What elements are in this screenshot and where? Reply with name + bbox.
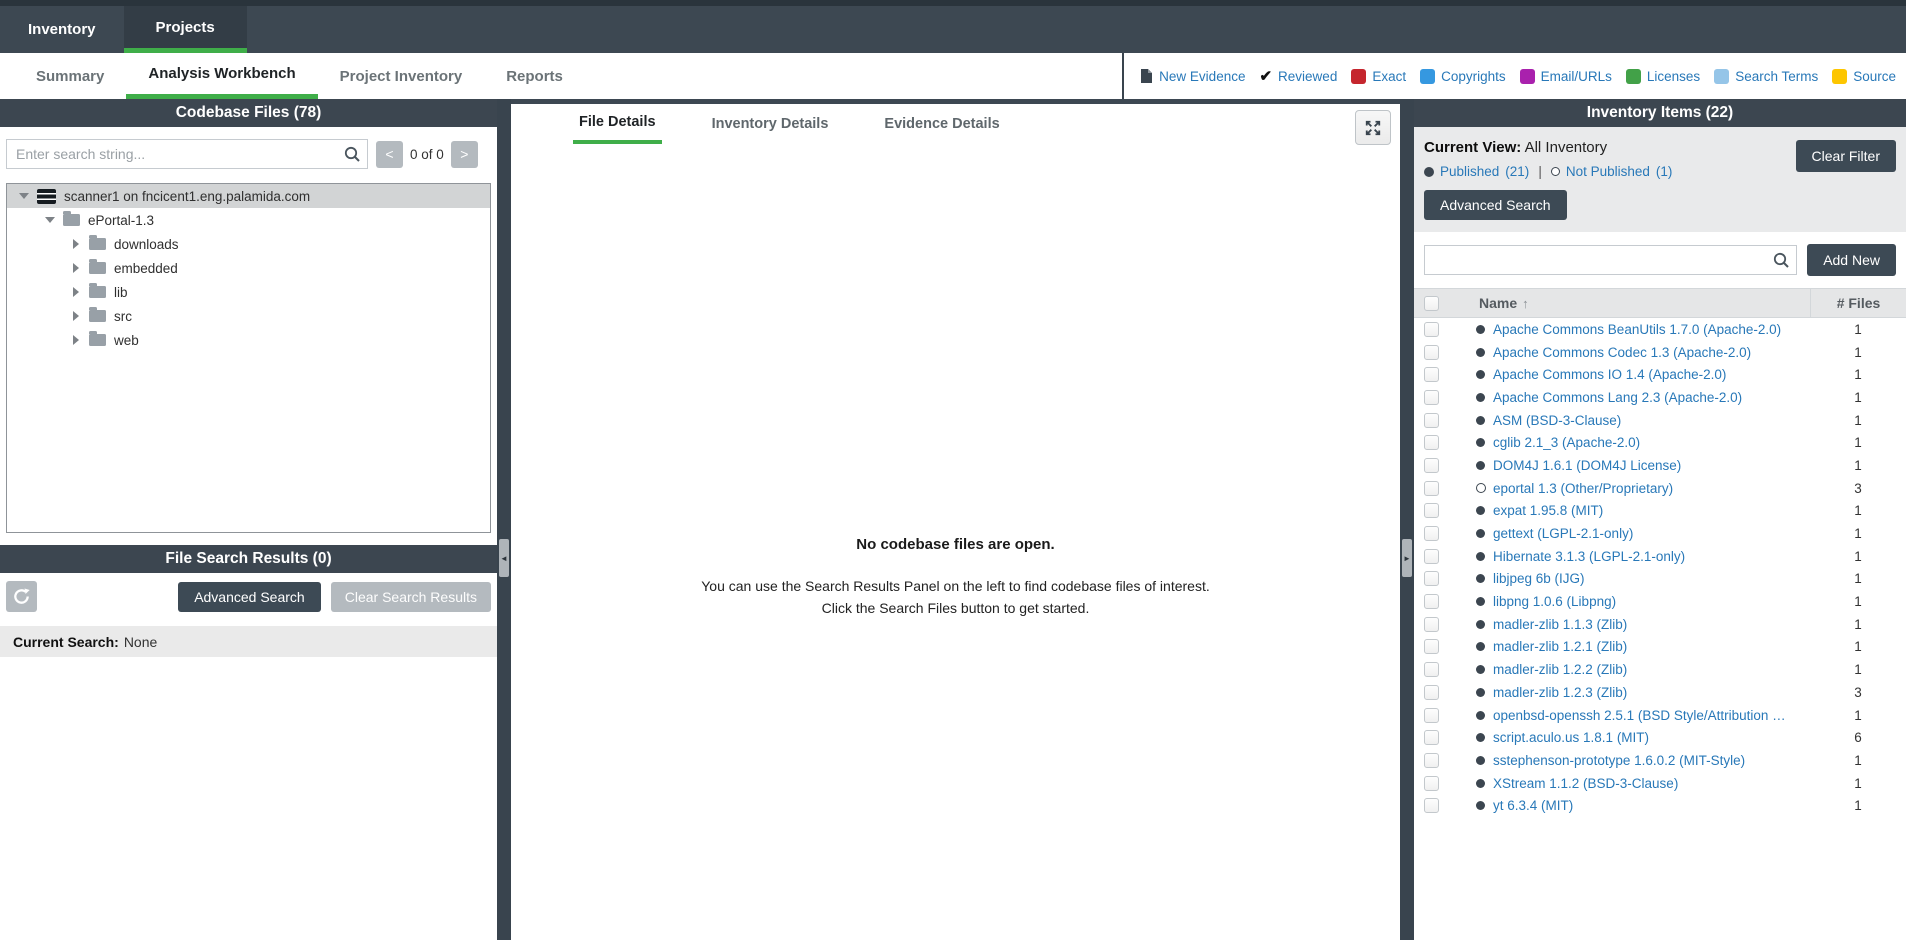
inventory-row <box>1414 726 1906 749</box>
codebase-pager <box>376 141 478 168</box>
evidence-legend <box>1122 53 1906 99</box>
publish-status-icon <box>1476 711 1486 720</box>
reviewed-check-icon: ✔ <box>1259 68 1273 85</box>
inventory-item-link[interactable]: libjpeg 6b (IJG) <box>1493 571 1585 587</box>
row-checkbox[interactable] <box>1424 571 1439 586</box>
tree-item[interactable] <box>7 232 490 256</box>
row-checkbox[interactable] <box>1424 798 1439 813</box>
inventory-items-panel <box>1414 99 1906 940</box>
publish-status-icon <box>1476 393 1486 402</box>
inventory-item-file-count: 1 <box>1854 457 1862 473</box>
inventory-item-link[interactable]: Apache Commons IO 1.4 (Apache-2.0) <box>1493 367 1727 383</box>
inventory-row <box>1414 386 1906 409</box>
not-published-count: (1) <box>1655 164 1673 179</box>
inventory-row <box>1414 613 1906 636</box>
inventory-item-file-count: 1 <box>1854 798 1862 814</box>
inventory-row <box>1414 545 1906 568</box>
file-search-results-header <box>0 545 497 573</box>
tree-item[interactable] <box>7 280 490 304</box>
row-checkbox[interactable] <box>1424 594 1439 609</box>
empty-state-title: No codebase files are open. <box>856 536 1055 553</box>
tree-caret-icon[interactable] <box>17 193 31 199</box>
publish-status-icon <box>1476 552 1486 561</box>
tree-caret-icon[interactable] <box>69 311 83 321</box>
right-splitter-handle[interactable]: ► <box>1402 539 1412 577</box>
top-nav-tab-label: Inventory <box>28 21 96 38</box>
inventory-items-header <box>1414 99 1906 127</box>
name-column-label: Name <box>1479 295 1518 311</box>
details-tabs <box>511 104 1400 144</box>
tree-node-icon <box>89 286 106 298</box>
clear-search-results-button[interactable]: Clear Search Results <box>331 582 491 612</box>
inventory-item-link[interactable]: madler-zlib 1.1.3 (Zlib) <box>1493 616 1628 632</box>
inventory-row <box>1414 636 1906 659</box>
publish-status-icon <box>1476 348 1486 357</box>
pager-prev-button[interactable]: < <box>376 141 403 168</box>
row-checkbox[interactable] <box>1424 367 1439 382</box>
file-search-results-toolbar <box>0 573 497 620</box>
tree-item-label: downloads <box>114 236 179 252</box>
inventory-row <box>1414 794 1906 817</box>
top-nav-tab[interactable] <box>0 6 124 53</box>
legend-reviewed[interactable] <box>1259 67 1337 85</box>
row-checkbox[interactable] <box>1424 390 1439 405</box>
codebase-files-title: Codebase Files (78) <box>175 104 322 121</box>
inventory-item-link[interactable]: madler-zlib 1.2.2 (Zlib) <box>1493 662 1628 678</box>
select-all-checkbox[interactable] <box>1424 296 1439 311</box>
legend-reviewed-label: Reviewed <box>1278 68 1338 84</box>
current-view-label: Current View: <box>1424 139 1522 156</box>
inventory-item-file-count: 1 <box>1854 707 1862 723</box>
publish-status-icon <box>1476 506 1486 515</box>
inventory-advanced-search-button[interactable]: Advanced Search <box>1424 190 1567 220</box>
tree-item[interactable] <box>7 328 490 352</box>
advanced-search-button[interactable]: Advanced Search <box>178 582 321 612</box>
inventory-items-list <box>1414 318 1906 817</box>
tree-item[interactable] <box>7 304 490 328</box>
inventory-row <box>1414 704 1906 727</box>
row-checkbox[interactable] <box>1424 639 1439 654</box>
inventory-search-input[interactable] <box>1424 245 1797 275</box>
legend-item[interactable] <box>1351 69 1406 84</box>
codebase-search-row <box>0 127 497 181</box>
top-nav-tab[interactable] <box>124 6 247 53</box>
tree-item-label: ePortal-1.3 <box>88 212 155 228</box>
new-evidence-page-icon <box>1140 68 1153 84</box>
details-tab-label: Evidence Details <box>884 116 1000 132</box>
inventory-row <box>1414 681 1906 704</box>
legend-swatch-icon <box>1420 69 1435 84</box>
inventory-item-link[interactable]: script.aculo.us 1.8.1 (MIT) <box>1493 730 1650 746</box>
row-checkbox[interactable] <box>1424 776 1439 791</box>
inventory-item-link[interactable]: sstephenson-prototype 1.6.0.2 (MIT-Style) <box>1493 752 1746 768</box>
publish-status-icon <box>1476 483 1486 493</box>
publish-status-icon <box>1476 574 1486 583</box>
details-panel <box>511 99 1400 940</box>
project-nav-bar <box>0 53 1906 99</box>
row-checkbox[interactable] <box>1424 526 1439 541</box>
inventory-item-link[interactable]: openbsd-openssh 2.5.1 (BSD Style/Attribution … <box>1493 707 1786 723</box>
legend-item-label: Copyrights <box>1441 68 1506 84</box>
project-nav-tab-label: Project Inventory <box>339 67 463 85</box>
inventory-item-link[interactable]: libpng 1.0.6 (Libpng) <box>1493 594 1617 610</box>
legend-item-label: Exact <box>1372 68 1407 84</box>
row-checkbox[interactable] <box>1424 708 1439 723</box>
inventory-row <box>1414 500 1906 523</box>
inventory-item-link[interactable]: madler-zlib 1.2.1 (Zlib) <box>1493 639 1628 655</box>
codebase-files-header <box>0 99 497 127</box>
details-tab-label: File Details <box>579 114 656 130</box>
project-nav-tab[interactable] <box>318 53 485 99</box>
inventory-item-file-count: 1 <box>1854 594 1862 610</box>
inventory-item-file-count: 1 <box>1854 752 1862 768</box>
tree-node-icon <box>89 334 106 346</box>
inventory-item-link[interactable]: yt 6.3.4 (MIT) <box>1493 798 1574 814</box>
tree-node-icon <box>89 262 106 274</box>
row-checkbox[interactable] <box>1424 617 1439 632</box>
inventory-row <box>1414 431 1906 454</box>
legend-item[interactable] <box>1520 69 1612 84</box>
row-checkbox[interactable] <box>1424 753 1439 768</box>
tree-node-icon <box>89 238 106 250</box>
inventory-item-link[interactable]: gettext (LGPL-2.1-only) <box>1493 526 1634 542</box>
inventory-item-file-count: 1 <box>1854 571 1862 587</box>
legend-swatch-icon <box>1832 69 1847 84</box>
current-search-bar <box>0 626 497 657</box>
inventory-item-file-count: 1 <box>1854 526 1862 542</box>
legend-item[interactable] <box>1626 69 1700 84</box>
codebase-files-panel <box>0 99 497 940</box>
inventory-row <box>1414 749 1906 772</box>
legend-swatch-icon <box>1351 69 1366 84</box>
codebase-search-box <box>6 139 368 169</box>
current-search-value: None <box>123 633 158 650</box>
inventory-item-file-count: 1 <box>1854 775 1862 791</box>
row-checkbox[interactable] <box>1424 481 1439 496</box>
inventory-item-file-count: 1 <box>1854 367 1862 383</box>
inventory-row <box>1414 477 1906 500</box>
top-nav-tab-label: Projects <box>155 18 215 36</box>
inventory-row <box>1414 454 1906 477</box>
inventory-item-link[interactable]: ASM (BSD-3-Clause) <box>1493 412 1622 428</box>
legend-item[interactable] <box>1420 69 1506 84</box>
legend-item-label: Email/URLs <box>1540 68 1612 84</box>
inventory-item-link[interactable]: DOM4J 1.6.1 (DOM4J License) <box>1493 457 1682 473</box>
tree-item-label: scanner1 on fncicent1.eng.palamida.com <box>64 188 311 204</box>
project-nav-tab[interactable] <box>126 53 317 99</box>
tree-item[interactable] <box>7 208 490 232</box>
publish-status-icon <box>1476 642 1486 651</box>
inventory-item-link[interactable]: madler-zlib 1.2.3 (Zlib) <box>1493 684 1628 700</box>
sort-arrow-icon: ↑ <box>1522 295 1529 311</box>
tree-caret-icon[interactable] <box>69 287 83 297</box>
tree-caret-icon[interactable] <box>69 239 83 249</box>
legend-item-label: Search Terms <box>1735 68 1819 84</box>
add-new-button[interactable]: Add New <box>1807 244 1896 276</box>
inventory-item-link[interactable]: eportal 1.3 (Other/Proprietary) <box>1493 480 1674 496</box>
inventory-item-link[interactable]: Apache Commons Codec 1.3 (Apache-2.0) <box>1493 344 1752 360</box>
publish-status-icon <box>1476 620 1486 629</box>
project-nav-tab-label: Analysis Workbench <box>148 65 296 82</box>
not-published-dot-icon <box>1551 167 1560 176</box>
row-checkbox[interactable] <box>1424 685 1439 700</box>
inventory-item-file-count: 1 <box>1854 548 1862 564</box>
inventory-row <box>1414 568 1906 591</box>
inventory-item-file-count: 6 <box>1854 730 1862 746</box>
row-checkbox[interactable] <box>1424 730 1439 745</box>
inventory-row <box>1414 590 1906 613</box>
project-nav-tab[interactable] <box>484 53 585 99</box>
inventory-item-file-count: 1 <box>1854 616 1862 632</box>
details-tab[interactable] <box>878 104 1005 144</box>
inventory-item-file-count: 3 <box>1854 480 1862 496</box>
inventory-item-file-count: 1 <box>1854 662 1862 678</box>
inventory-row <box>1414 522 1906 545</box>
row-checkbox[interactable] <box>1424 413 1439 428</box>
top-nav-bar <box>0 0 1906 53</box>
legend-swatch-icon <box>1714 69 1729 84</box>
current-search-label: Current Search: <box>13 633 119 650</box>
expand-arrows-icon <box>1363 118 1383 138</box>
inventory-row <box>1414 409 1906 432</box>
name-column-header[interactable] <box>1479 295 1529 311</box>
empty-state-line1: You can use the Search Results Panel on the left to find codebase files of interest. <box>701 578 1210 594</box>
row-checkbox[interactable] <box>1424 435 1439 450</box>
tree-caret-icon[interactable] <box>43 217 57 223</box>
inventory-item-file-count: 1 <box>1854 639 1862 655</box>
published-dot-icon <box>1424 167 1434 177</box>
details-tab[interactable] <box>706 104 835 144</box>
main-area <box>0 99 1906 940</box>
search-icon[interactable] <box>1772 251 1790 269</box>
inventory-row <box>1414 363 1906 386</box>
tree-node-icon <box>37 189 56 204</box>
publish-status-icon <box>1476 416 1486 425</box>
inventory-items-title: Inventory Items (22) <box>1586 104 1734 121</box>
not-published-link[interactable]: Not Published <box>1565 164 1650 179</box>
tree-caret-icon[interactable] <box>69 335 83 345</box>
codebase-search-input[interactable] <box>6 139 368 169</box>
inventory-item-link[interactable]: Apache Commons BeanUtils 1.7.0 (Apache-2.0) <box>1493 321 1782 337</box>
publish-status-icon <box>1476 756 1486 765</box>
clear-filter-button[interactable]: Clear Filter <box>1796 140 1896 172</box>
tree-item-label: lib <box>114 284 128 300</box>
publish-status-icon <box>1476 370 1486 379</box>
publish-status-icon <box>1476 733 1486 742</box>
project-nav-tab-label: Reports <box>506 67 563 85</box>
inventory-row <box>1414 772 1906 795</box>
tree-caret-icon[interactable] <box>69 263 83 273</box>
pager-next-button[interactable]: > <box>451 141 478 168</box>
left-splitter[interactable] <box>497 99 511 940</box>
publish-status-icon <box>1476 597 1486 606</box>
publish-status-icon <box>1476 461 1486 470</box>
row-checkbox[interactable] <box>1424 549 1439 564</box>
codebase-tree <box>6 183 491 533</box>
legend-item[interactable] <box>1714 69 1818 84</box>
tree-item[interactable] <box>7 256 490 280</box>
inventory-item-file-count: 1 <box>1854 412 1862 428</box>
row-checkbox[interactable] <box>1424 345 1439 360</box>
legend-item-label: Source <box>1853 68 1896 84</box>
tree-node-icon <box>89 310 106 322</box>
project-tabs <box>0 53 585 99</box>
details-tab-label: Inventory Details <box>711 116 829 132</box>
tree-item-label: src <box>114 308 132 324</box>
inventory-row <box>1414 341 1906 364</box>
tree-item-label: web <box>114 332 139 348</box>
inventory-table-header <box>1414 288 1906 318</box>
publish-status-icon <box>1476 801 1486 810</box>
publish-status-icon <box>1476 665 1486 674</box>
inventory-item-link[interactable]: Apache Commons Lang 2.3 (Apache-2.0) <box>1493 389 1743 405</box>
inventory-item-file-count: 1 <box>1854 389 1862 405</box>
row-checkbox[interactable] <box>1424 458 1439 473</box>
legend-item[interactable] <box>1832 69 1896 84</box>
legend-item-label: Licenses <box>1646 68 1701 84</box>
inventory-item-file-count: 1 <box>1854 321 1862 337</box>
inventory-row <box>1414 318 1906 341</box>
publish-status-icon <box>1476 688 1486 697</box>
published-count: (21) <box>1505 164 1530 179</box>
inventory-item-file-count: 1 <box>1854 503 1862 519</box>
file-search-results-title: File Search Results (0) <box>165 550 332 567</box>
inventory-item-link[interactable]: cglib 2.1_3 (Apache-2.0) <box>1493 435 1641 451</box>
inventory-item-file-count: 1 <box>1854 344 1862 360</box>
published-link[interactable]: Published <box>1440 164 1500 179</box>
publish-status-icon <box>1476 325 1486 334</box>
inventory-search-row <box>1414 232 1906 288</box>
publish-status-icon <box>1476 779 1486 788</box>
publish-status-icon <box>1476 438 1486 447</box>
inventory-item-link[interactable]: Hibernate 3.1.3 (LGPL-2.1-only) <box>1493 548 1686 564</box>
files-column-label: # Files <box>1836 295 1881 311</box>
inventory-item-file-count: 3 <box>1854 684 1862 700</box>
legend-new-evidence[interactable] <box>1140 68 1245 84</box>
inventory-item-file-count: 1 <box>1854 435 1862 451</box>
inventory-item-link[interactable]: expat 1.95.8 (MIT) <box>1493 503 1604 519</box>
pager-label: 0 of 0 <box>410 146 444 162</box>
inventory-filter-section <box>1414 127 1906 232</box>
empty-state-message <box>511 536 1400 619</box>
current-view-value: All Inventory <box>1524 139 1608 156</box>
project-nav-tab-label: Summary <box>36 67 105 85</box>
project-nav-tab[interactable] <box>14 53 126 99</box>
inventory-item-link[interactable]: XStream 1.1.2 (BSD-3-Clause) <box>1493 775 1679 791</box>
filter-divider: | <box>1538 164 1542 179</box>
row-checkbox[interactable] <box>1424 503 1439 518</box>
empty-state-line2: Click the Search Files button to get started. <box>821 600 1090 616</box>
inventory-row <box>1414 658 1906 681</box>
left-splitter-handle[interactable]: ◄ <box>499 539 509 577</box>
legend-new-evidence-label: New Evidence <box>1159 68 1246 84</box>
files-column-header[interactable] <box>1810 289 1906 317</box>
row-checkbox[interactable] <box>1424 662 1439 677</box>
search-icon[interactable] <box>343 145 361 163</box>
inventory-search-box <box>1424 245 1797 275</box>
tree-node-icon <box>63 214 80 226</box>
details-tab[interactable] <box>573 104 662 144</box>
expand-panel-button[interactable] <box>1355 110 1391 145</box>
legend-swatch-icon <box>1520 69 1535 84</box>
right-splitter[interactable] <box>1400 99 1414 940</box>
tree-item[interactable] <box>7 184 490 208</box>
refresh-button[interactable] <box>6 581 37 612</box>
row-checkbox[interactable] <box>1424 322 1439 337</box>
tree-item-label: embedded <box>114 260 178 276</box>
publish-status-icon <box>1476 529 1486 538</box>
legend-swatch-icon <box>1626 69 1641 84</box>
